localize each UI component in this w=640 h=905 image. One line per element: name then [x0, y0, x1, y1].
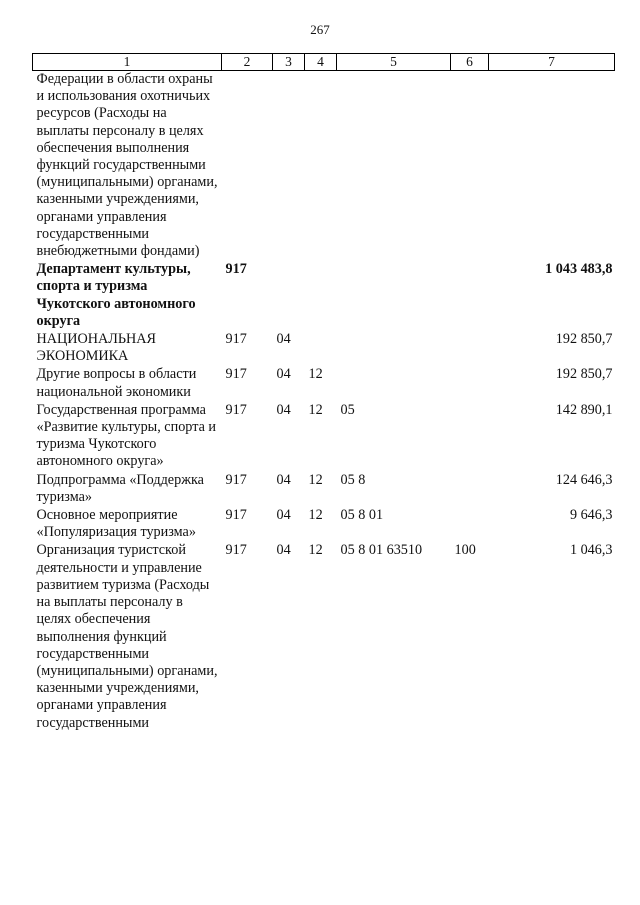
table-row [33, 331, 615, 366]
row-amount: 142 890,1 [555, 401, 613, 418]
header-col-1: 1 [33, 54, 222, 71]
header-col-6: 6 [451, 54, 489, 71]
row-ministry-code: 917 [225, 401, 247, 418]
table-row [33, 507, 615, 542]
row-section-code: 04 [276, 331, 291, 348]
table-row [33, 261, 615, 331]
row-section-code: 04 [276, 471, 291, 488]
header-col-7: 7 [489, 54, 615, 71]
row-subsection-code [305, 261, 337, 331]
budget-table [32, 53, 615, 733]
row-name: Государственная программа «Развитие культуры, спорта и туризма Чукотского автономного округа» [36, 401, 217, 470]
row-name: Департамент культуры, спорта и туризма Чукотского автономного округа [36, 261, 196, 329]
header-col-3: 3 [273, 54, 305, 71]
row-program-code [337, 331, 451, 366]
row-subsection-code [305, 71, 337, 262]
row-subsection-code: 12 [308, 542, 323, 559]
row-section-code: 04 [276, 366, 291, 383]
row-expense-type [451, 71, 489, 262]
row-section-code: 04 [276, 507, 291, 524]
row-expense-type [451, 261, 489, 331]
row-program-code [337, 71, 451, 262]
header-col-5: 5 [337, 54, 451, 71]
row-section-code [273, 71, 305, 262]
row-subsection-code: 12 [308, 471, 323, 488]
row-ministry-code: 917 [225, 471, 247, 488]
row-amount: 192 850,7 [555, 331, 613, 348]
table-row [33, 402, 615, 472]
row-name: Подпрограмма «Поддержка туризма» [36, 471, 204, 505]
row-expense-type [451, 366, 489, 401]
row-name: Другие вопросы в области национальной экономики [36, 366, 197, 400]
row-expense-type [451, 507, 489, 542]
row-program-code: 05 8 01 [340, 507, 384, 524]
table-row [33, 542, 615, 732]
row-subsection-code: 12 [308, 366, 323, 383]
row-program-code [337, 261, 451, 331]
row-amount: 1 043 483,8 [545, 261, 613, 278]
header-col-2: 2 [222, 54, 273, 71]
table-row [33, 366, 615, 401]
page-number: 267 [310, 22, 330, 37]
row-expense-type [451, 402, 489, 472]
row-program-code: 05 8 01 63510 [340, 542, 423, 559]
row-expense-type [451, 331, 489, 366]
table-row [33, 472, 615, 507]
row-expense-type [451, 472, 489, 507]
row-section-code: 04 [276, 542, 291, 559]
row-ministry-code: 917 [225, 366, 247, 383]
row-subsection-code [305, 331, 337, 366]
header-col-4: 4 [305, 54, 337, 71]
row-name: НАЦИОНАЛЬНАЯ ЭКОНОМИКА [36, 331, 156, 365]
row-ministry-code: 917 [225, 542, 247, 559]
row-program-code [337, 366, 451, 401]
row-name: Федерации в области охраны и использования охотничьих ресурсов (Расходы на выплаты персоналу в целях обеспечения выполнения функций государственными (муниципальными) органами, казенными учреждениями, органами управления государственными внебюджетными фондами) [36, 71, 218, 260]
header-row [33, 54, 615, 71]
row-name: Организация туристской деятельности и управление развитием туризма (Расходы на выплаты персоналу в целях обеспечения выполнения функций государственными (муниципальными) органами, казенными учреждениями, органами управления государственными [36, 542, 218, 731]
row-subsection-code: 12 [308, 507, 323, 524]
row-program-code: 05 [340, 401, 355, 418]
row-ministry-code: 917 [225, 331, 247, 348]
row-amount: 9 646,3 [569, 507, 613, 524]
table-header [33, 54, 615, 71]
row-section-code [273, 261, 305, 331]
row-expense-type: 100 [454, 542, 476, 559]
row-program-code: 05 8 [340, 471, 366, 488]
table-row [33, 71, 615, 262]
row-amount: 124 646,3 [555, 471, 613, 488]
row-subsection-code: 12 [308, 401, 323, 418]
row-amount [489, 71, 615, 262]
row-ministry-code: 917 [225, 507, 247, 524]
row-amount: 192 850,7 [555, 366, 613, 383]
table-body [33, 71, 615, 733]
row-name: Основное мероприятие «Популяризация туризма» [36, 507, 196, 541]
row-section-code: 04 [276, 401, 291, 418]
row-ministry-code: 917 [225, 261, 247, 278]
row-ministry-code [222, 71, 273, 262]
row-amount: 1 046,3 [569, 542, 613, 559]
